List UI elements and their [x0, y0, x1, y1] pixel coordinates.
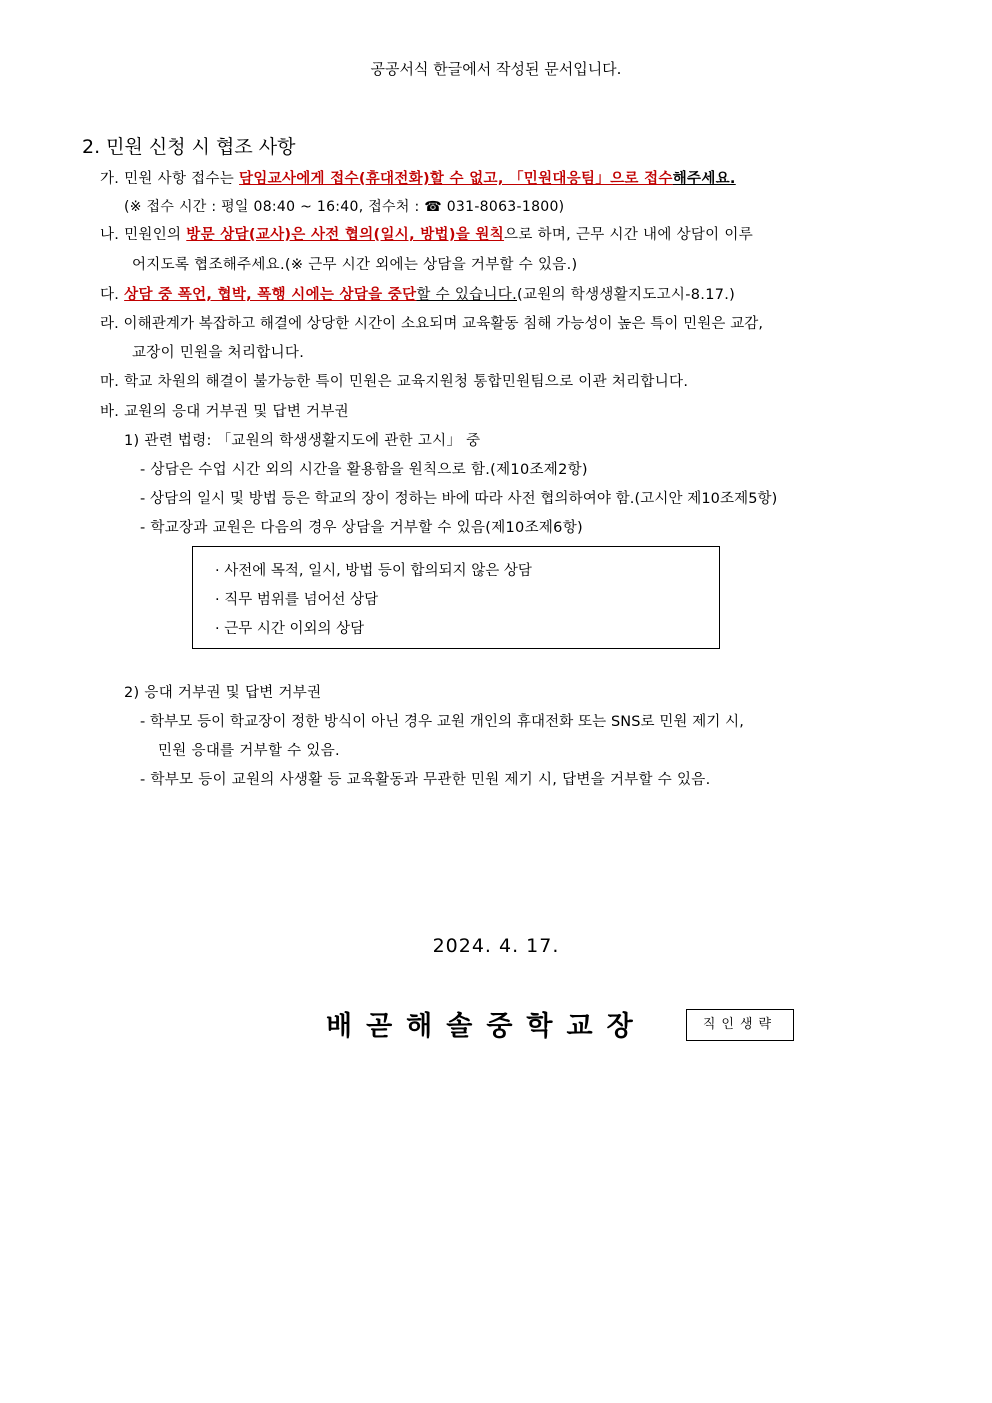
- header-notice: 공공서식 한글에서 작성된 문서입니다.: [370, 60, 622, 78]
- item-ga-prefix: 가. 민원 사항 접수는: [100, 171, 240, 187]
- document-date: 2024. 4. 17.: [432, 935, 560, 957]
- item-ba-sub2-item-1-cont: 민원 응대를 거부할 수 있음.: [158, 743, 340, 759]
- item-ba-sub2-title: 2) 응대 거부권 및 답변 거부권: [124, 685, 322, 701]
- item-ga-sub: (※ 접수 시간 : 평일 08:40 ~ 16:40, 접수처 : ☎ 031-8063-1800): [124, 199, 565, 215]
- item-ga: [100, 167, 736, 188]
- item-na-prefix: 나. 민원인의: [100, 227, 187, 243]
- item-ga-suffix: 해주세요.: [672, 171, 736, 187]
- item-ba-sub1-item-3: - 학교장과 교원은 다음의 경우 상담을 거부할 수 있음(제10조제6항): [140, 520, 583, 536]
- item-ga-emphasis: 담임교사에게 접수(휴대전화)할 수 없고, 「민원대응팀」으로 접수: [239, 171, 673, 187]
- seal-omitted-stamp: 직인생략: [686, 1009, 794, 1041]
- item-da-prefix: 다.: [100, 287, 125, 303]
- item-ba-sub1-item-2: - 상담의 일시 및 방법 등은 학교의 장이 정하는 바에 따라 사전 협의하여야 함.(고시안 제10조제5항): [140, 491, 778, 507]
- item-na-emphasis: 방문 상담(교사)은 사전 협의(일시, 방법)을 원칙: [186, 227, 505, 243]
- item-da: [100, 283, 735, 304]
- item-da-underlined: 할 수 있습니다.: [416, 287, 517, 303]
- item-ra-cont: 교장이 민원을 처리합니다.: [132, 345, 305, 361]
- item-na: [100, 223, 753, 244]
- item-ba: 바. 교원의 응대 거부권 및 답변 거부권: [100, 404, 349, 420]
- item-na-cont: 어지도록 협조해주세요.(※ 근무 시간 외에는 상담을 거부할 수 있음.): [132, 257, 578, 273]
- item-na-suffix: 으로 하며, 근무 시간 내에 상담이 이루: [504, 227, 754, 243]
- item-da-suffix: (교원의 학생생활지도고시-8.17.): [517, 287, 736, 303]
- section-title: 2. 민원 신청 시 협조 사항: [82, 136, 296, 158]
- item-ra: 라. 이해관계가 복잡하고 해결에 상당한 시간이 소요되며 교육활동 침해 가능성이 높은 특이 민원은 교감,: [100, 316, 764, 332]
- refusal-cases-box: [192, 546, 720, 649]
- item-ba-sub2-item-2: - 학부모 등이 교원의 사생활 등 교육활동과 무관한 민원 제기 시, 답변을 거부할 수 있음.: [140, 772, 711, 788]
- item-ba-sub1-title: 1) 관련 법령: 「교원의 학생생활지도에 관한 고시」 중: [124, 433, 481, 449]
- box-item-3: · 근무 시간 이외의 상담: [215, 621, 365, 637]
- box-item-1: · 사전에 목적, 일시, 방법 등이 합의되지 않은 상담: [215, 563, 532, 579]
- item-ma: 마. 학교 차원의 해결이 불가능한 특이 민원은 교육지원청 통합민원팀으로 이관 처리합니다.: [100, 374, 689, 390]
- item-ba-sub1-item-1: - 상담은 수업 시간 외의 시간을 활용함을 원칙으로 함.(제10조제2항): [140, 462, 588, 478]
- box-item-2: · 직무 범위를 넘어선 상담: [215, 592, 379, 608]
- item-da-emphasis: 상담 중 폭언, 협박, 폭행 시에는 상담을 중단: [124, 287, 417, 303]
- school-principal-signature: 배곧해솔중학교장: [326, 1011, 647, 1042]
- item-ba-sub2-item-1: - 학부모 등이 학교장이 정한 방식이 아닌 경우 교원 개인의 휴대전화 또는 SNS로 민원 제기 시,: [140, 714, 744, 730]
